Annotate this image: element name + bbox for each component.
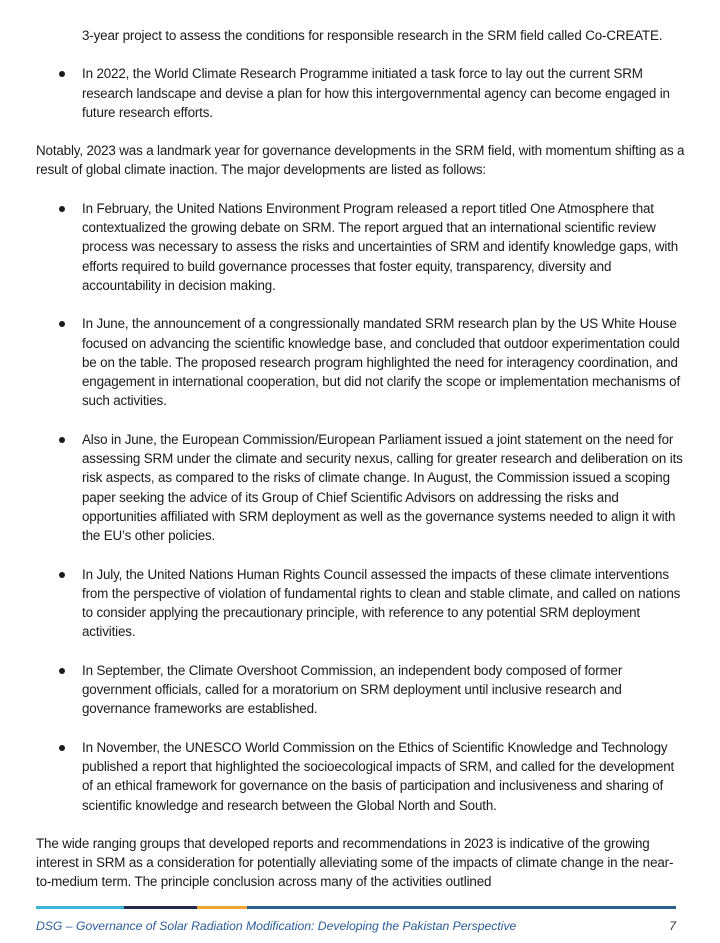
prior-initiatives-list (36, 64, 686, 122)
developments-list (36, 199, 686, 815)
list-item: In July, the United Nations Human Rights Council assessed the impacts of these climate interventions from the perspective of violation of fundamental rights to clean and stable climate, and called on nations to consider applying the precautionary principle, with reference to any potential SRM deployment activities. (36, 565, 686, 642)
bar-segment-cyan (36, 906, 124, 909)
bullet-icon (59, 745, 65, 751)
bullet-icon (59, 572, 65, 578)
page-footer (36, 919, 676, 933)
bullet-icon (59, 668, 65, 674)
footer-title: DSG – Governance of Solar Radiation Modification: Developing the Pakistan Perspective (36, 919, 517, 933)
document-page (36, 26, 686, 892)
bullet-icon (59, 437, 65, 443)
list-item: In November, the UNESCO World Commission on the Ethics of Scientific Knowledge and Technology published a report that highlighted the socioecological impacts of SRM, and called for the development of an ethical framework for governance on the basis of participation and inclusiveness and sharing of scientific knowledge and research between the Global North and South. (36, 738, 686, 815)
bullet-icon (59, 321, 65, 327)
page-number: 7 (669, 919, 676, 933)
bar-segment-navy (124, 906, 197, 909)
closing-paragraph: The wide ranging groups that developed reports and recommendations in 2023 is indicative of the growing interest in SRM as a consideration for potentially alleviating some of the impacts of climate change in the near-to-medium term. The principle conclusion across many of the activities outlined (36, 835, 674, 890)
intro-paragraph: Notably, 2023 was a landmark year for governance developments in the SRM field, with momentum shifting as a result of global climate inaction. The major developments are listed as follows: (36, 143, 685, 178)
bar-segment-orange (197, 906, 247, 909)
footer-color-bar (36, 906, 676, 909)
list-item: Also in June, the European Commission/European Parliament issued a joint statement on the need for assessing SRM under the climate and security nexus, calling for greater research and deliberation on its risk aspects, as compared to the risks of climate change. In August, the Commission issued a scoping paper seeking the advice of its Group of Chief Scientific Advisors on addressing the risks and opportunities affiliated with SRM deployment as well as the governance systems needed to align it with the EU’s other policies. (36, 430, 686, 546)
bar-segment-steel-blue (247, 906, 676, 909)
bullet-icon (59, 206, 65, 212)
list-item: In February, the United Nations Environment Program released a report titled One Atmosphere that contextualized the growing debate on SRM. The report argued that an international scientific review process was necessary to assess the risks and uncertainties of SRM and identify knowledge gaps, with efforts required to build governance processes that foster equity, transparency, diversity and accountability in decision making. (36, 199, 686, 295)
bullet-icon (59, 71, 65, 77)
list-item: In 2022, the World Climate Research Programme initiated a task force to lay out the current SRM research landscape and devise a plan for how this intergovernmental agency can become engaged in future research efforts. (36, 64, 686, 122)
continued-bullet-text: 3-year project to assess the conditions for responsible research in the SRM field called Co-CREATE. (82, 28, 663, 43)
list-item: In June, the announcement of a congressionally mandated SRM research plan by the US White House focused on advancing the scientific knowledge base, and concluded that outdoor experimentation could be on the table. The proposed research program highlighted the need for interagency coordination, and engagement in international cooperation, but did not clarify the scope or implementation mechanisms of such activities. (36, 314, 686, 410)
list-item: In September, the Climate Overshoot Commission, an independent body composed of former government officials, called for a moratorium on SRM deployment until inclusive research and governance frameworks are established. (36, 661, 686, 719)
